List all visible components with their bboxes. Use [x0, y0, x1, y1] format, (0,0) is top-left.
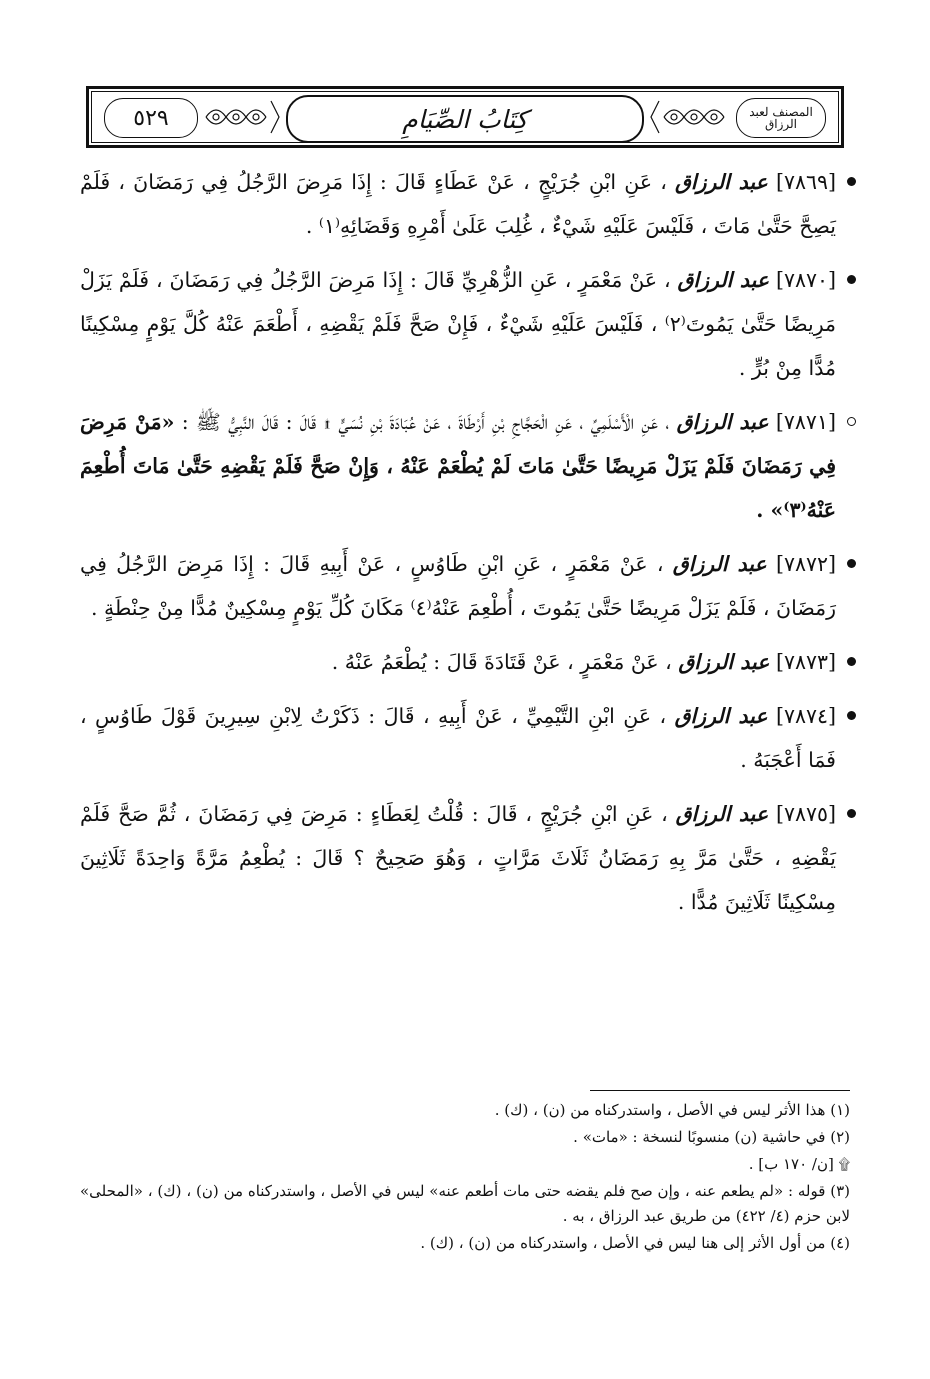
footnote: (١) هذا الأثر ليس في الأصل ، واستدركناه من (ن) ، (ك) . — [494, 1101, 850, 1119]
footnote-divider — [590, 1090, 850, 1091]
entry-number: [٧٨٧١] — [775, 410, 836, 434]
entry — [80, 400, 850, 532]
entry — [80, 542, 850, 630]
entry-text: ، عَنِ ابْنِ جُرَيْجٍ ، عَنْ عَطَاءٍ قَالَ : إِذَا مَرِضَ الرَّجُلُ فِي رَمَضَانَ ، فَلَمْ يَصِحَّ حَتَّىٰ مَاتَ ، فَلَيْسَ عَلَيْهِ شَيْءٌ ، غُلِبَ عَلَىٰ أَمْرِهِ وَقَضَائِهِ⁽١⁾ . — [80, 170, 836, 238]
entry-text: ، عَنِ ابْنِ جُرَيْجٍ ، قَالَ : قُلْتُ لِعَطَاءٍ : مَرِضَ فِي رَمَضَانَ ، ثُمَّ صَحَّ فَلَمْ يَقْضِهِ ، حَتَّىٰ مَرَّ بِهِ رَمَضَانُ ثَلَاثَ مَرَّاتٍ ، وَهُوَ صَحِيحٌ ؟ قَالَ : يُطْعِمُ مَرَّةً وَاحِدَةً ثَلَاثِينَ مِسْكِينًا ثَلَاثِينَ مُدًّا . — [80, 802, 836, 914]
entry-number: [٧٨٧٤] — [775, 704, 836, 728]
entry — [80, 792, 850, 924]
bullet-dot-icon — [847, 275, 856, 284]
entry — [80, 160, 850, 248]
entry-author: عبد الرزاق — [678, 650, 770, 674]
bullet-dot-icon — [847, 809, 856, 818]
entry-number: [٧٨٧٠] — [775, 268, 836, 292]
page-number: ٥٢٩ — [133, 105, 169, 131]
entry-author: عبد الرزاق — [675, 802, 769, 826]
hadith-text: «مَنْ مَرِضَ فِي رَمَضَانَ فَلَمْ يَزَلْ مَرِيضًا حَتَّىٰ مَاتَ لَمْ يُطْعَمْ عَنْهُ ، وَإِنْ صَحَّ فَلَمْ يَقْضِهِ حَتَّىٰ مَاتَ أُطْعِمَ عَنْهُ⁽٣⁾» . — [80, 410, 836, 522]
entry-author: عبد الرزاق — [675, 170, 768, 194]
book-title: كِتَابُ الصِّيَامِ — [402, 104, 528, 134]
bullet-dot-icon — [847, 711, 856, 720]
footnote: (٣) قوله : «لم يطعم عنه ، وإن صح فلم يقضه حتى مات أطعم عنه» ليس في الأصل ، واستدركناه من (ن) ، (ك) ، «المحلى» لابن حزم (٤/ ٤٢٢) من طريق عبد الرزاق ، به . — [80, 1182, 850, 1225]
bullet-dot-icon — [847, 559, 856, 568]
entry-author: عبد الرزاق — [677, 268, 770, 292]
entry — [80, 640, 850, 684]
entry-author: عبد الرزاق — [676, 410, 769, 434]
entry-text: ، عَنِ الْأَسْلَمِيِّ ، عَنِ الْحَجَّاجِ بْنِ أَرْطَاةَ ، عَنْ عُبَادَةَ بْنِ نُسَيٍّ ۩ قَالَ : قَالَ النَّبِيُّ ﷺ : — [181, 410, 670, 434]
entry-text: ، عَنْ مَعْمَرٍ ، عَنِ ابْنِ طَاوُسٍ ، عَنْ أَبِيهِ قَالَ : إِذَا مَرِضَ الرَّجُلُ فِي رَمَضَانَ ، فَلَمْ يَزَلْ مَرِيضًا حَتَّىٰ يَمُوتَ ، أُطْعِمَ عَنْهُ⁽٤⁾ مَكَانَ كُلِّ يَوْمٍ مِسْكِينٌ مُدًّا مِنْ حِنْطَةٍ . — [80, 552, 836, 620]
entry-text: ، عَنِ ابْنِ التَّيْمِيِّ ، عَنْ أَبِيهِ ، قَالَ : ذَكَرْتُ لِابْنِ سِيرِينَ قَوْلَ طَاوُسٍ ، فَمَا أَعْجَبَهُ . — [80, 704, 836, 772]
entry-number: [٧٨٦٩] — [775, 170, 836, 194]
footnote: ۩ [ن/ ١٧٠ ب] . — [748, 1155, 850, 1173]
entry-author: عبد الرزاق — [672, 552, 767, 576]
entry-number: [٧٨٧٥] — [775, 802, 836, 826]
title-frame — [286, 95, 644, 143]
footnote: (٤) من أول الأثر إلى هنا ليس في الأصل ، واستدركناه من (ن) ، (ك) . — [420, 1234, 850, 1252]
footnotes — [80, 1096, 850, 1258]
footnote: (٢) في حاشية (ن) منسوبًا لنسخة : «مات» . — [573, 1128, 850, 1146]
page-number-cartouche — [104, 98, 198, 138]
entry-author: عبد الرزاق — [674, 704, 768, 728]
bullet-dot-icon — [847, 177, 856, 186]
main-text — [80, 160, 850, 934]
entry-number: [٧٨٧٢] — [775, 552, 836, 576]
entry — [80, 258, 850, 390]
entry-text: ، عَنْ مَعْمَرٍ ، عَنْ قَتَادَةَ قَالَ : يُطْعَمُ عَنْهُ . — [331, 650, 672, 674]
bullet-circle-icon — [847, 417, 856, 426]
bullet-dot-icon — [847, 657, 856, 666]
entry-number: [٧٨٧٣] — [775, 650, 836, 674]
entry — [80, 694, 850, 782]
entry-text: ، عَنْ مَعْمَرٍ ، عَنِ الزُّهْرِيِّ قَالَ : إِذَا مَرِضَ الرَّجُلُ فِي رَمَضَانَ ، فَلَمْ يَزَلْ مَرِيضًا حَتَّىٰ يَمُوتَ⁽٢⁾ ، فَلَيْسَ عَلَيْهِ شَيْءٌ ، فَإِنْ صَحَّ فَلَمْ يَقْضِهِ ، أَطْعَمَ عَنْهُ كُلَّ يَوْمٍ مِسْكِينًا مُدًّا مِنْ بُرٍّ . — [80, 268, 836, 380]
series-name: المصنف لعبد الرزاق — [749, 105, 813, 131]
page-header — [86, 86, 844, 148]
series-logo — [736, 98, 826, 138]
